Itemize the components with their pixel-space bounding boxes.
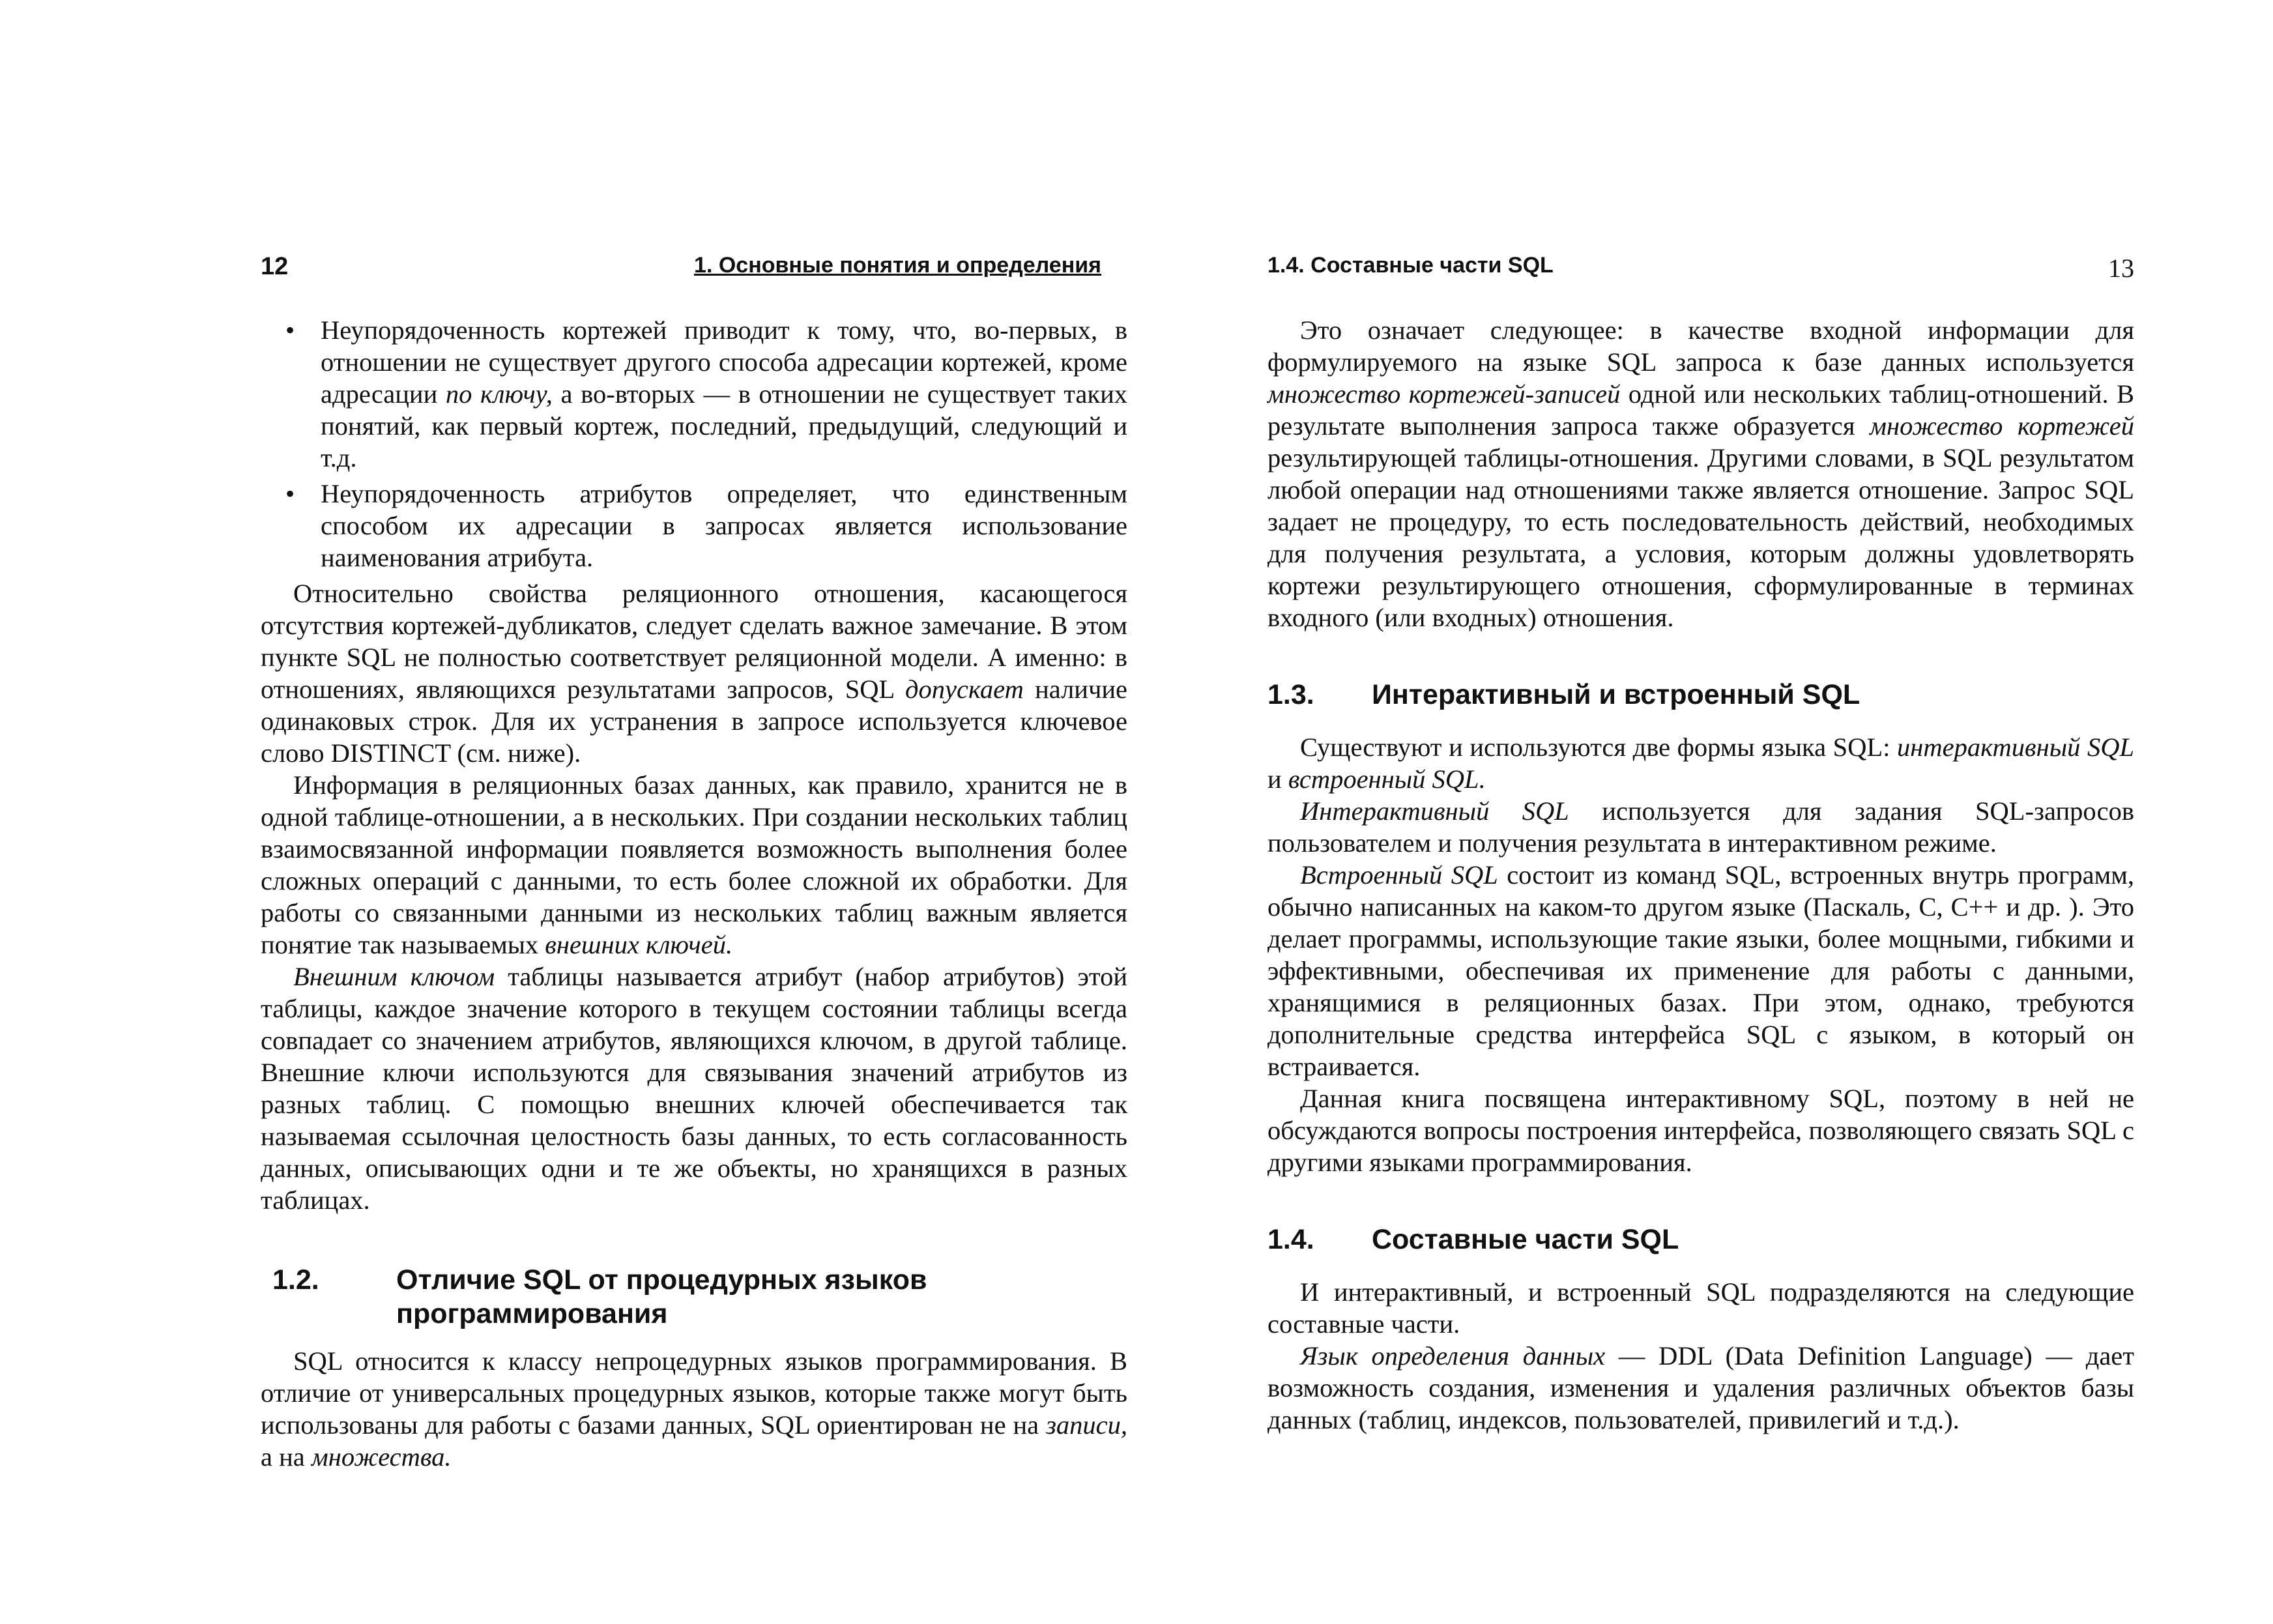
bullet-icon: • xyxy=(285,479,295,508)
left-body-text xyxy=(261,314,1127,1473)
emphasis: встроенный SQL. xyxy=(1288,764,1486,794)
emphasis: Встроенный SQL xyxy=(1300,860,1498,890)
chapter-title: 1. Основные понятия и определения xyxy=(694,253,1101,278)
emphasis: Интерактивный SQL xyxy=(1300,796,1569,826)
emphasis: интерактивный SQL xyxy=(1897,732,2134,762)
paragraph: Существуют и используются две формы языка SQL: интерактивный SQL и встроенный SQL. xyxy=(1267,732,2134,794)
section-title: программирования xyxy=(396,1298,668,1329)
page-number-right: 13 xyxy=(2108,254,2134,283)
chapter-title: 1.4. Составные части SQL xyxy=(1267,253,1554,278)
section-title: Отличие SQL от процедурных языков xyxy=(396,1264,927,1296)
emphasis: множество кортежей xyxy=(1870,411,2134,441)
emphasis: внешних ключей. xyxy=(545,930,733,959)
bullet-text: Неупорядоченность кортежей приводит к тому, что, во-первых, в отношении не существует другого способа адресации кортежей, кроме адресации xyxy=(321,315,1127,409)
paragraph: Данная книга посвящена интерактивному SQL, поэтому в ней не обсуждаются вопросы построения интерфейса, позволяющего связать SQL с другими языками программирования. xyxy=(1267,1084,2134,1177)
emphasis: Внешним ключом xyxy=(293,962,495,991)
paragraph: Встроенный SQL состоит из команд SQL, встроенных внутрь программ, обычно написанных на каком-то другом языке (Паскаль, С, С++ и др. ). Это делает программы, использующие такие языки, более мощными, гибкими и эффективными, обеспечивая их применение для работы с данными, хранящимися в реляционных базах. При этом, однако, требуются дополнительные средства интерфейса SQL с языком, в который он встраивается. xyxy=(1267,860,2135,1081)
section-title: Интерактивный и встроенный SQL xyxy=(1372,679,1860,710)
paragraph: И интерактивный, и встроенный SQL подразделяются на следующие составные части. xyxy=(1267,1277,2134,1339)
list-item xyxy=(261,478,1127,573)
page-number-left: 12 xyxy=(261,253,289,280)
section-number: 1.3. xyxy=(1267,679,1314,710)
paragraph: Это означает следующее: в качестве входной информации для формулируемого на языке SQL запроса к базе данных используется множество кортежей-записей одной или нескольких таблиц-отношений. В результате выполнения запроса также образуется множество кортежей результирующей таблицы-отношения. Другими словами, в SQL результатом любой операции над отношениями также является отношение. Запрос SQL задает не процедуру, то есть последовательность действий, необходимых для получения результата, а условия, которым должны удовлетворять кортежи результирующего отношения, сформулированные в терминах входного (или входных) отношения. xyxy=(1267,315,2134,632)
bullet-text: а во-вторых — в отношении не существует таких понятий, как первый кортеж, последний, предыдущий, следующий и т.д. xyxy=(321,379,1127,472)
section-number: 1.4. xyxy=(1267,1224,1314,1255)
right-body-text xyxy=(1267,314,2134,1436)
section-title: Составные части SQL xyxy=(1372,1224,1679,1255)
left-running-head xyxy=(261,253,1127,292)
emphasis: допускает xyxy=(905,674,1024,704)
paragraph: Язык определения данных — DDL (Data Definition Language) — дает возможность создания, изменения и удаления различных объектов базы данных (таблиц, индексов, пользователей, привилегий и т.д.). xyxy=(1267,1341,2134,1434)
emphasis: множество кортежей-записей xyxy=(1267,379,1621,409)
section-heading-1-2 xyxy=(272,1263,1127,1331)
section-heading-1-3 xyxy=(1267,678,2134,712)
paragraph: SQL относится к классу непроцедурных языков программирования. В отличие от универсальных процедурных языков, которые также могут быть использованы для работы с базами данных, SQL ориентирован не на записи, а на множества. xyxy=(261,1346,1127,1472)
list-item xyxy=(261,314,1127,474)
emphasis: множества. xyxy=(311,1442,452,1472)
emphasis: Язык определения данных xyxy=(1300,1341,1606,1370)
paragraph: Информация в реляционных базах данных, как правило, хранится не в одной таблице-отношении, а в нескольких. При создании нескольких таблиц взаимосвязанной информации появляется возможность выполнения более сложных операций с данными, то есть более сложной их обработки. Для работы со связанными данными из нескольких таблиц важным является понятие так называемых внешних ключей. xyxy=(261,770,1127,959)
bullet-text: Неупорядоченность атрибутов определяет, что единственным способом их адресации в запросах является использование наименования атрибута. xyxy=(321,479,1127,572)
paragraph: Относительно свойства реляционного отношения, касающегося отсутствия кортежей-дубликатов, следует сделать важное замечание. В этом пункте SQL не полностью соответствует реляционной модели. А именно: в отношениях, являющихся результатами запросов, SQL допускает наличие одинаковых строк. Для их устранения в запросе используется ключевое слово DISTINCT (см. ниже). xyxy=(261,579,1127,768)
right-running-head xyxy=(1267,253,2134,292)
section-number: 1.2. xyxy=(272,1264,319,1296)
section-heading-1-4 xyxy=(1267,1223,2134,1256)
emphasis: по ключу, xyxy=(445,379,553,409)
paragraph: Интерактивный SQL используется для задания SQL-запросов пользователем и получения результата в интерактивном режиме. xyxy=(1267,796,2134,858)
paragraph: Внешним ключом таблицы называется атрибут (набор атрибутов) этой таблицы, каждое значение которого в текущем состоянии таблицы всегда совпадает со значением атрибутов, являющихся ключом, в другой таблице. Внешние ключи используются для связывания значений атрибутов из разных таблиц. С помощью внешних ключей обеспечивается так называемая ссылочная целостность базы данных, то есть согласованность данных, описывающих одни и те же объекты, но хранящихся в разных таблицах. xyxy=(261,962,1127,1215)
emphasis: записи, xyxy=(1046,1410,1127,1440)
bullet-icon: • xyxy=(285,315,295,345)
